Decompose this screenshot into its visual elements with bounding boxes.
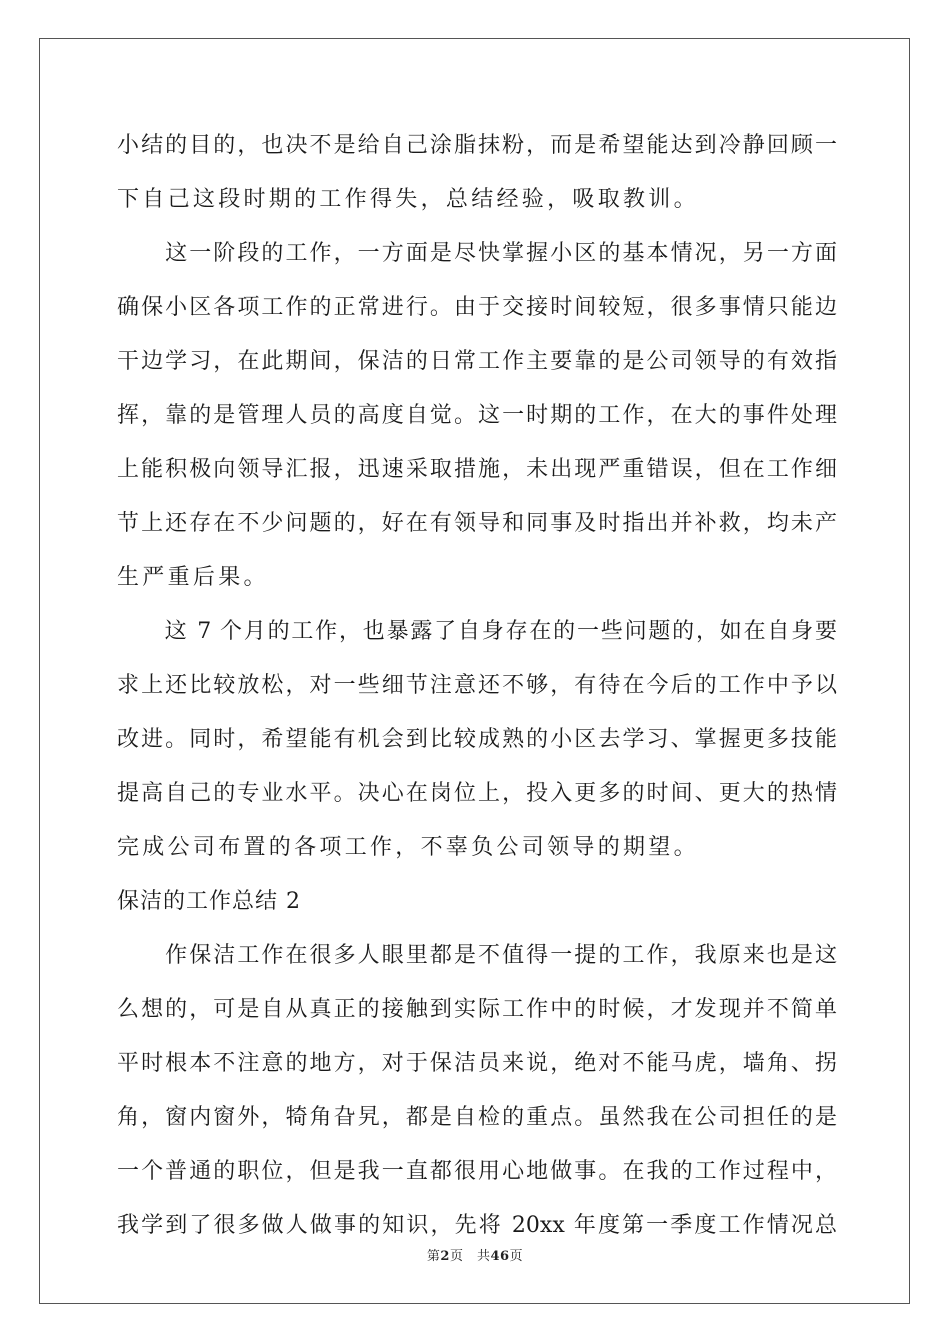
text-line: 生严重后果。 <box>117 565 269 590</box>
text-line: 改进。同时，希望能有机会到比较成熟的小区去学习、掌握更多技能 <box>117 727 837 752</box>
text-line: 挥，靠的是管理人员的高度自觉。这一时期的工作，在大的事件处理 <box>117 403 837 428</box>
text-line: 么想的，可是自从真正的接触到实际工作中的时候，才发现并不简单 <box>117 997 837 1022</box>
section-heading: 保洁的工作总结 2 <box>117 889 301 914</box>
text-line: 求上还比较放松，对一些细节注意还不够，有待在今后的工作中予以 <box>117 673 837 698</box>
text-line: 平时根本不注意的地方，对于保洁员来说，绝对不能马虎，墙角、拐 <box>117 1051 837 1076</box>
text-line: 角，窗内窗外，犄角旮旯，都是自检的重点。虽然我在公司担任的是 <box>117 1105 837 1130</box>
total-page-count: 46 <box>490 1249 510 1264</box>
text-line: 干边学习，在此期间，保洁的日常工作主要靠的是公司领导的有效指 <box>117 349 837 374</box>
text-line: 上能积极向领导汇报，迅速采取措施，未出现严重错误，但在工作细 <box>117 457 837 482</box>
text-line: 提高自己的专业水平。决心在岗位上，投入更多的时间、更大的热情 <box>117 781 837 806</box>
text-line: 小结的目的，也决不是给自己涂脂抹粉，而是希望能达到冷静回顾一 <box>117 133 837 158</box>
text-line: 作保洁工作在很多人眼里都是不值得一提的工作，我原来也是这 <box>117 943 837 968</box>
text-line: 下自己这段时期的工作得失，总结经验，吸取教训。 <box>117 187 699 212</box>
footer-suffix: 页 <box>509 1249 524 1264</box>
text-line: 我学到了很多做人做事的知识，先将 20xx 年度第一季度工作情况总 <box>117 1213 837 1238</box>
current-page-number: 2 <box>440 1249 450 1264</box>
text-line: 一个普通的职位，但是我一直都很用心地做事。在我的工作过程中， <box>117 1159 837 1184</box>
text-line: 这一阶段的工作，一方面是尽快掌握小区的基本情况，另一方面 <box>117 241 837 266</box>
footer-prefix: 第 <box>426 1249 441 1264</box>
text-line: 完成公司布置的各项工作，不辜负公司领导的期望。 <box>117 835 699 860</box>
text-line: 节上还存在不少问题的，好在有领导和同事及时指出并补救，均未产 <box>117 511 837 536</box>
footer-middle: 页 共 <box>449 1249 491 1264</box>
page-footer <box>0 1247 950 1267</box>
text-line: 这 7 个月的工作，也暴露了自身存在的一些问题的，如在自身要 <box>117 619 837 644</box>
text-line: 确保小区各项工作的正常进行。由于交接时间较短，很多事情只能边 <box>117 295 837 320</box>
